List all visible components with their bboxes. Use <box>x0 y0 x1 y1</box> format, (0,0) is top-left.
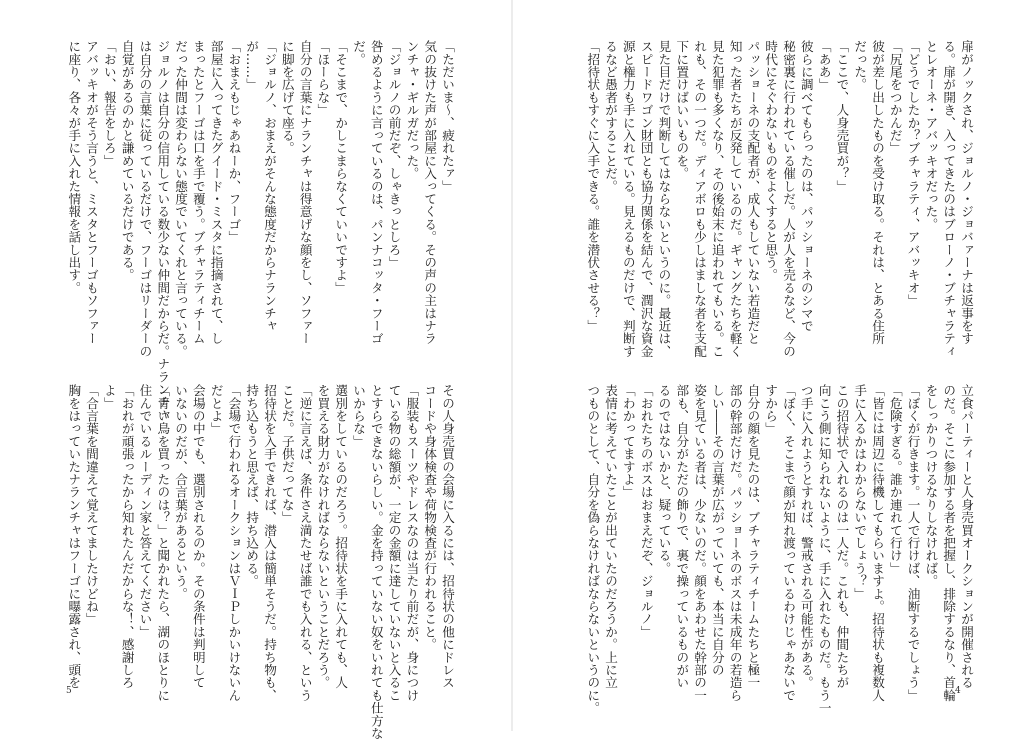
text-line: つものとして、自分を偽らなければならないというのに。 <box>585 384 601 715</box>
text-line: をしっかりつけるなりしなければ。 <box>923 384 939 588</box>
text-line: 見た犯罪も多くなり、その後始末に追われてもいる。こ <box>709 40 725 358</box>
text-line: に脚を広げて座る。 <box>279 40 295 155</box>
text-line: る。扉が開き、入ってきたのはブローノ・ブチャラティ <box>941 40 957 358</box>
text-line: パッショーネの支配者が、成人もしていない若造だと <box>745 40 761 345</box>
text-line: 「会場で行われるオークションはＶＩＰしかいけないん <box>226 384 242 702</box>
text-line: 自覚があるのかと謙めているだけである。 <box>119 40 135 282</box>
text-line: 「おまえもじゃあねーか、フーゴ」 <box>226 40 242 244</box>
text-line: は自分の言葉に従っているだけで、フーゴはリーダーの <box>137 40 153 358</box>
page-5-lower-text <box>56 384 456 740</box>
text-line: 「おれが頑張ったから知れたんだからな！、感謝しろ <box>119 384 135 689</box>
text-line: 「青い鳥を買ったのは？」と聞かれたら、湖のほとりに <box>155 384 171 702</box>
text-line: 「皆には周辺に待機してもらいますよ。招待状も複数人 <box>870 384 886 702</box>
text-line: 見た目だけで判断してはならないというのに。最近は、 <box>656 40 672 358</box>
text-line: 「合言葉を間違えて覚えてましたけどね」 <box>84 384 100 626</box>
text-line: 「ああ」 <box>816 40 832 91</box>
text-line: 胸をはっていたナランチャはフーゴに曝露され、頭を <box>66 384 82 689</box>
text-line: 咎めるように言っているのは、パンナコッタ・フーゴ <box>368 40 384 345</box>
text-line: よ」 <box>101 384 117 410</box>
text-line: 持ち込もうと思えば、持ち込める。 <box>244 384 260 588</box>
text-line: 「わかってますよ」 <box>620 384 636 499</box>
text-line: を買える財力がなければならないということだろう。 <box>315 384 331 689</box>
text-line: 招待状を入手できれば、潜入は簡単そうだ。持ち物も、 <box>262 384 278 702</box>
text-line: とすらできないらしい。金を持っていない奴をいれても仕方な <box>368 384 384 740</box>
text-line: るなど愚者がすることだ。 <box>603 40 619 193</box>
text-line: 「服装もスーツやドレスなのは当たり前だが、身につけ <box>404 384 420 702</box>
text-line: だ。 <box>351 40 367 66</box>
page-4-lower-text <box>575 384 975 715</box>
text-line: 「どうでしたか？ブチャラティ、アバッキオ」 <box>905 40 921 307</box>
text-line: 部の幹部だけだ。パッショーネのボスは未成年の若造ら <box>727 384 743 702</box>
text-line: 向こう側に知られないように、手に入れたものだ。もう一 <box>816 384 832 715</box>
text-line: 会場の中でも、選別されるのか。その条件は判明して <box>190 384 206 689</box>
text-line: 「ぼくが行きます。一人で行けば、油断するでしょう」 <box>905 384 921 702</box>
text-line: ている物の総額が、一定の金額に達していないと入るこ <box>386 384 402 702</box>
text-line: つ手に入れようとすれば、警戒される可能性がある。 <box>798 384 814 689</box>
text-line: ジョルノは自分の信用している数少ない仲間だからだ。ナランチャ <box>155 40 171 421</box>
text-line: 「尻尾をつかんだ」 <box>887 40 903 155</box>
text-line: 部屋に入ってきたグイード・ミスタに指摘されて、し <box>208 40 224 345</box>
text-line: 「ただいま〜、疲れたァ」 <box>440 40 455 193</box>
text-line: 「ジョルノの前だぞ、しゃきっとしろ」 <box>386 40 402 269</box>
text-line: 彼らに調べてもらったのは、パッショーネのシマで <box>798 40 814 333</box>
text-line: スピードワゴン財団とも協力関係を結んで、潤沢な資金 <box>638 40 654 358</box>
text-line: 「逆に言えば、条件さえ満たせば誰でも入れる、という <box>297 384 313 702</box>
text-line: だとよ」 <box>208 384 224 435</box>
text-line: 「危険すぎる。誰か連れて行け」 <box>887 384 903 575</box>
text-line: 立食パーティーと人身売買オークションが開催される <box>959 384 974 689</box>
page-number-left: 5 <box>66 686 72 696</box>
text-line: 源と権力も手に入れている。見えるものだけで、判断す <box>620 40 636 358</box>
text-line: 「ジョルノ、おまえがそんな態度だからナランチャ <box>262 40 278 333</box>
text-line: が……」 <box>244 40 260 91</box>
text-line: 住んでいるルーディン家と答えてください」 <box>137 384 153 638</box>
text-line: 自分の顔を見たのは、ブチャラティチームたちと極一 <box>745 384 761 689</box>
text-line: 「おれたちのボスはおまえだぞ、ジョルノ」 <box>638 384 654 638</box>
text-line: いないのだが、合言葉があるという。 <box>173 384 189 600</box>
page-number-right: 4 <box>955 686 961 696</box>
text-line: まったとフーゴは口を手で覆う。ブチャラティチーム <box>190 40 206 345</box>
text-line: 彼が差し出したものを受け取る。それは、とある住所 <box>870 40 886 345</box>
text-line: だった仲間は変わらない態度でいてくれと言っている。 <box>173 40 189 358</box>
text-line: 「招待状もすぐに入手できる。誰を潜伏させる？」 <box>585 40 601 333</box>
text-line: 「おい、報告をしろ」 <box>101 40 117 167</box>
text-line: 秘密裏に行われている催しだ。人が人を売るなど、今の <box>781 40 797 358</box>
text-line: 手に入るかはわからないでしょう？」 <box>852 384 868 600</box>
text-line: ンチャ・ギルガだった。 <box>404 40 420 180</box>
text-line: とレオーネ・アバッキオだった。 <box>923 40 939 231</box>
text-line: その人身売買の会場に入るには、招待状の他にドレス <box>440 384 455 689</box>
text-line: 扉がノックされ、ジョルノ・ジョバァーナは返事をす <box>959 40 974 345</box>
text-line: だった。 <box>852 40 868 91</box>
text-line: 「そこまで、かしこまらなくていいですよ」 <box>333 40 349 294</box>
text-line: 「ぼく、そこまで顔が知れ渡っているわけじゃあないで <box>781 384 797 702</box>
text-line: 時代にそぐわないものをよくすると思う。 <box>763 40 779 282</box>
text-line: 知った者たちが反発しているのだ。ギャングたちを軽く <box>727 40 743 358</box>
text-line: 表情に考えていたことが出ていたのだろうか。上に立 <box>603 384 619 689</box>
text-line: この招待状で入れるのは一人だ。これも、仲間たちが <box>834 384 850 689</box>
text-line: しい――その言葉が広がっていても、本当に自分の <box>709 384 725 677</box>
text-line: 選別をしているのだろう。招待状を手に入れても、人 <box>333 384 349 689</box>
text-line: コードや身体検査や荷物検査が行われること。 <box>422 384 438 651</box>
text-line: 部も、自分がただの飾りで、裏で操っているものがい <box>674 384 690 689</box>
text-line: 気の抜けた声が部屋に入ってくる。その声の主はナラ <box>422 40 438 345</box>
text-line: アバッキオがそう言うと、ミスタとフーゴもソファー <box>84 40 100 345</box>
text-line: に座り、各々が手に入れた情報を話し出す。 <box>66 40 82 294</box>
text-line: すから」 <box>763 384 779 435</box>
text-line: 姿を見ている者は、少ないのだ。顔をあわせた幹部の一 <box>692 384 708 702</box>
text-line: 下に置けばいいものを。 <box>674 40 690 180</box>
text-line: 自分の言葉にナランチャは得意げな顔をし、ソファー <box>297 40 313 345</box>
text-line: れも、その一つだ。ディアボロも少しはましな者を支配 <box>692 40 708 358</box>
text-line: のだ。そこに参加する者を把握し、排除するなり、首輪 <box>941 384 957 702</box>
text-line: 「ほーらな」 <box>315 40 331 117</box>
page-4-upper-text <box>575 40 975 358</box>
text-line: 「ここで、人身売買が？」 <box>834 40 850 193</box>
text-line: いからな」 <box>351 384 367 448</box>
book-gutter <box>511 0 513 731</box>
text-line: ことだ。子供だってな」 <box>279 384 295 524</box>
text-line: るのではないかと、疑っている。 <box>656 384 672 575</box>
